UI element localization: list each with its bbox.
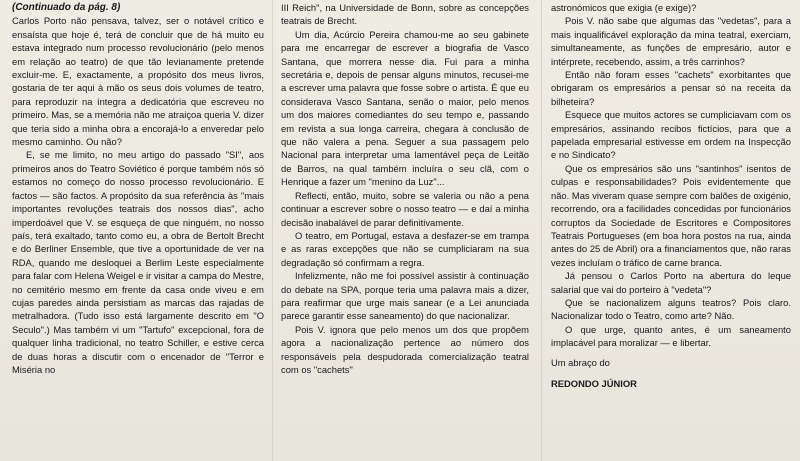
paragraph: Esquece que muitos actores se cumpliciavam com os empresários, assinando recibos fictícios, para que a papelada empresarial estivesse em ordem na Inspecção e no Sindicato? [551, 109, 791, 161]
paragraph: Então não foram esses "cachets" exorbitantes que obrigaram os empresários a pensar só na receita da bilheteira? [551, 69, 791, 107]
paragraph: Pois V. ignora que pelo menos um dos que propõem agora a nacionalização pertence ao número dos responsáveis pela despudorada comercialização teatral com os "cachets" [281, 323, 529, 375]
article-column-1 [12, 1, 264, 461]
paragraph: O que urge, quanto antes, é um saneamento implacável para moralizar — e libertar. [551, 323, 791, 349]
paragraph: III Reich", na Universidade de Bonn, sobre as concepções teatrais de Brecht. [281, 2, 529, 27]
signature-greeting: Um abraço do [551, 356, 610, 368]
continuation-note: (Continuado da pág. 8) [12, 2, 121, 13]
paragraph: E, se me limito, no meu artigo do passado "SI", aos primeiros anos do Teatro Soviético é porque também nós só estamos no começo do nosso processo revolucionário. E factos — são factos. A propósito da sua referência às "mais importantes revoluções teatrais dos nossos dias", acho imperdoável que V. se esqueça de que ninguém, no nosso país, terá exaltado, tanto como eu, a obra de Bertolt Brecht e do Berliner Ensemble, que tive a oportunidade de ver na RDA, quando me desloquei a Berlim Leste especialmente para falar com Helena Weigel e ir visitar a campa do Mestre, no cemitério mesmo em frente da casa onde viveu e em cujas paredes ainda persistiam as marcas das rajadas de metralhadora. (Tudo isso está largamente descrito em "O Seculo".) Mas também vi um "Tartufo" excepcional, fora de qualquer linha tradicional, no teatro Schiller, e estive cerca de duas horas a discutir com o encenador de "Terror e Miséria no [12, 149, 264, 375]
paragraph: Que os empresários são uns "santinhos" isentos de culpas e responsabilidades? Pois evidentemente que não. Mas viveram quase sempre com balões de oxigénio, recorrendo, ora a facilidades concedidas por funcionários corruptos da Sociedade de Escritores e Compositores Teatrais Portugueses (em boa hora postos na rua, ainda antes do 25 de Abril) ora a financiamentos que, não raras vezes incluíam o tráfico de carne branca. [551, 162, 791, 268]
paragraph: Já pensou o Carlos Porto na abertura do leque salarial que vai do porteiro à "vedeta"? [551, 270, 791, 295]
column-gutter [541, 0, 542, 461]
column-gutter [272, 0, 273, 461]
paragraph: Pois V. não sabe que algumas das "vedetas", para a mais inqualificável exploração da mina teatral, exerciam, simultaneamente, as funções de empresário, autor e intérprete, recebendo, assim, a três carrinhos? [551, 15, 791, 67]
article-column-2 [281, 1, 529, 461]
paragraph: astronómicos que exigia (e exige)? [551, 2, 697, 13]
article-column-3 [551, 1, 791, 461]
paragraph: Reflecti, então, muito, sobre se valeria ou não a pena continuar a escrever sobre o nosso teatro — e daí a minha decisão inabalável de parar definitivamente. [281, 189, 529, 228]
paragraph: Que se nacionalizem alguns teatros? Pois claro. Nacionalizar todo o Teatro, como arte? Não. [551, 296, 791, 322]
paragraph: O teatro, em Portugal, estava a desfazer-se em trampa e as raras excepções que não se cumpliciaram na sua degradação só confirmam a regra. [281, 229, 529, 268]
paragraph: Infelizmente, não me foi possível assistir à continuação do debate na SPA, porque teria uma palavra mais a dizer, para reafirmar que urge mais sanear (e a Lei anunciada parece garantir esse saneamento) do que nacionalizar. [281, 270, 529, 322]
author-name: REDONDO JÚNIOR [551, 377, 637, 389]
paragraph: Um dia, Acúrcio Pereira chamou-me ao seu gabinete para me encarregar de escrever a biografia de Vasco Santana, que morrera nesse dia. Fui para a minha secretária e, depois de pensar alguns minutos, recusei-me a escrever uma palavra que fosse sobre o artista. É que eu considerava Vasco Santana, senão o maior, pelo menos um dos maiores comediantes do seu tempo e, passando em revista a sua longa carreira, chegara à conclusão de que não valera a pena. Seguer a sua passagem pelo Nacional para interpretar uma lamentável peça de Leitão de Barros, na qual também incluíra o seu clã, com o Henrique a fazer um "menino da Luz"... [281, 28, 529, 188]
paragraph: Carlos Porto não pensava, talvez, ser o notável crítico e ensaísta que hoje é, terá de concluir que de há muito eu estava integrado num processo revolucionário (pelo menos em relação ao teatro) de que tão levianamente pretende excluir-me. E, exactamente, a propósito dos meus livros, gostaria de ter aqui à mão os seus dois volumes de teatro, para reproduzir na íntegra a dedicatória que escreveu no primeiro. Mas, se a memória não me atraiçoa queria V. dizer que teria sido a minha obra a encorajá-lo a enveredar pelo mesmo caminho. Ou não? [12, 15, 264, 148]
